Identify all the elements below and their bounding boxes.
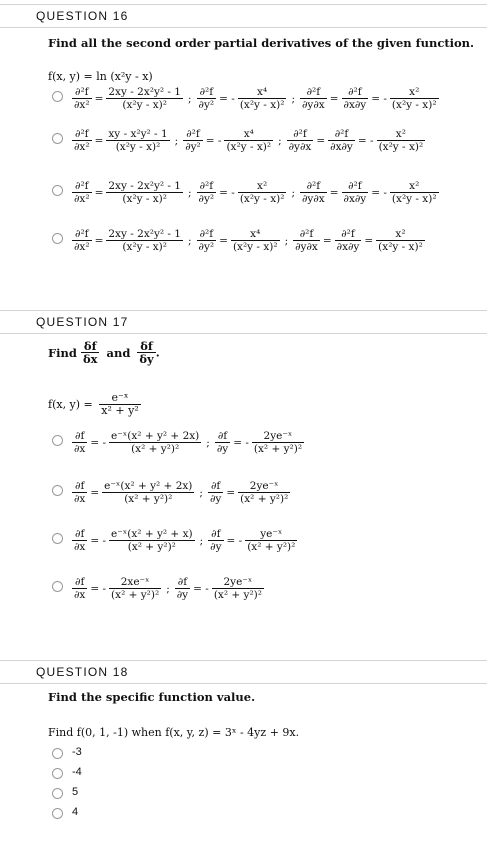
answer-option[interactable] xyxy=(52,576,482,606)
denominator: (x² + y²)² xyxy=(131,443,180,455)
denominator: ∂y xyxy=(216,443,229,455)
equals-sign: = - xyxy=(219,186,235,199)
numerator: ∂²f xyxy=(342,86,369,99)
prompt-find: Find xyxy=(48,345,77,360)
radio-button[interactable] xyxy=(52,133,63,144)
partial-operator xyxy=(293,228,320,253)
equals-sign: = xyxy=(322,234,332,247)
denominator: (x² + y²)² xyxy=(213,589,262,601)
partial-operator xyxy=(197,180,217,205)
partial-x-fraction xyxy=(81,340,100,365)
denominator: (x²y - x)² xyxy=(378,241,423,253)
numerator: ∂²f xyxy=(197,180,217,193)
denominator: ∂y∂x xyxy=(301,99,325,111)
denominator: ∂y xyxy=(176,589,189,601)
partial-operator xyxy=(175,576,190,601)
question-18 xyxy=(0,660,487,818)
separator: ; xyxy=(206,436,210,449)
numerator: ∂f xyxy=(72,480,87,493)
denominator: ∂y² xyxy=(185,141,201,153)
numerator: ye⁻ˣ xyxy=(245,528,297,541)
partial-operator xyxy=(208,528,223,553)
denominator: ∂x∂y xyxy=(343,193,367,205)
result-fraction xyxy=(106,128,169,153)
partial-operator xyxy=(342,86,369,111)
radio-button[interactable] xyxy=(52,485,63,496)
result-fraction xyxy=(390,180,439,205)
denominator: (x²y - x)² xyxy=(122,99,167,111)
answer-option[interactable] xyxy=(52,430,482,460)
denominator: x² + y² xyxy=(101,404,139,417)
numerator: ∂f xyxy=(208,480,223,493)
numerator: ∂²f xyxy=(72,180,92,193)
radio-button[interactable] xyxy=(52,233,63,244)
denominator: ∂x² xyxy=(74,99,90,111)
partial-operator xyxy=(72,528,87,553)
numerator: ∂²f xyxy=(293,228,320,241)
numerator: δf xyxy=(81,340,100,353)
given-function xyxy=(48,392,141,417)
denominator: (x²y - x)² xyxy=(122,193,167,205)
numerator: 2xy - 2x²y² - 1 xyxy=(108,180,181,192)
denominator: ∂y∂x xyxy=(295,241,318,253)
numerator: ∂f xyxy=(208,528,223,541)
question-prompt: Find the specific function value. xyxy=(48,690,256,704)
partial-operator xyxy=(300,86,327,111)
partial-operator xyxy=(287,128,314,153)
separator: ; xyxy=(174,134,179,147)
numerator: ∂f xyxy=(72,430,87,443)
numerator: 2xy - 2x²y² - 1 xyxy=(108,228,181,240)
function-lhs: f(x, y) = xyxy=(48,398,93,411)
numerator: ∂²f xyxy=(335,228,362,241)
numerator: 2ye⁻ˣ xyxy=(238,480,290,493)
answer-option[interactable] xyxy=(52,128,482,158)
denominator: ∂y² xyxy=(198,193,215,205)
option-label: -3 xyxy=(72,746,82,758)
option-label: 4 xyxy=(72,806,79,818)
partial-operator xyxy=(342,180,369,205)
numerator: e⁻ˣ(x² + y² + x) xyxy=(111,528,193,540)
numerator: 2xe⁻ˣ xyxy=(109,576,161,589)
denominator: ∂y xyxy=(209,493,222,505)
equals-sign: = - xyxy=(219,92,235,105)
numerator: ∂f xyxy=(215,430,230,443)
answer-option[interactable] xyxy=(52,480,482,510)
answer-option[interactable] xyxy=(52,180,482,210)
separator: ; xyxy=(166,582,170,595)
denominator: (x²y - x)² xyxy=(391,193,437,205)
problem-statement: Find f(0, 1, -1) when f(x, y, z) = 3ˣ - 4yz + 9x. xyxy=(48,726,300,739)
numerator: ∂²f xyxy=(342,180,369,193)
denominator: δx xyxy=(82,352,98,366)
result-fraction xyxy=(212,576,264,601)
denominator: ∂x xyxy=(74,443,86,455)
numerator: ∂²f xyxy=(300,86,327,99)
numerator: ∂²f xyxy=(183,128,203,141)
numerator: x² xyxy=(377,128,426,141)
denominator: (x² + y²)² xyxy=(124,493,173,505)
denominator: (x² + y²)² xyxy=(111,589,160,601)
partial-operator xyxy=(72,228,92,253)
result-fraction xyxy=(252,430,304,455)
denominator: ∂y∂x xyxy=(288,141,312,153)
answer-option[interactable] xyxy=(52,86,482,116)
numerator: ∂²f xyxy=(197,86,217,99)
equals-sign: = - xyxy=(357,134,374,147)
numerator: x² xyxy=(390,180,439,193)
option-expression xyxy=(72,86,439,111)
numerator: 2xy - 2x²y² - 1 xyxy=(108,86,181,98)
equals-sign: = xyxy=(94,186,104,199)
denominator: (x²y - x)² xyxy=(239,99,285,111)
equals-sign: = xyxy=(329,92,339,105)
equals-sign: = xyxy=(226,486,236,499)
option-label: 5 xyxy=(72,786,79,798)
radio-button[interactable] xyxy=(52,435,63,446)
option-expression xyxy=(72,528,297,553)
numerator: e⁻ˣ(x² + y² + 2x) xyxy=(104,480,193,492)
numerator: ∂f xyxy=(72,576,87,589)
equals-sign: = - xyxy=(371,92,387,105)
denominator: (x²y - x)² xyxy=(122,241,167,253)
result-fraction xyxy=(106,228,183,253)
option-label: -4 xyxy=(72,766,82,778)
denominator: ∂y∂x xyxy=(301,193,325,205)
equals-sign: = xyxy=(329,186,339,199)
option-expression xyxy=(72,576,264,601)
denominator: ∂x∂y xyxy=(330,141,353,153)
option-expression xyxy=(72,128,425,153)
denominator: ∂x² xyxy=(74,141,90,153)
question-prompt: Find all the second order partial derivatives of the given function. xyxy=(48,36,475,50)
option-expression xyxy=(72,180,439,205)
partial-operator xyxy=(328,128,355,153)
question-header: QUESTION 18 xyxy=(0,660,487,684)
partial-operator xyxy=(183,128,203,153)
answer-option[interactable] xyxy=(52,228,482,258)
numerator: x⁴ xyxy=(238,86,287,99)
numerator: x⁴ xyxy=(231,228,280,241)
denominator: ∂x xyxy=(74,493,86,505)
question-header: QUESTION 17 xyxy=(0,310,487,334)
result-fraction xyxy=(224,128,273,153)
partial-operator xyxy=(72,86,92,111)
separator: ; xyxy=(278,134,282,147)
separator: ; xyxy=(188,92,192,105)
partial-operator xyxy=(72,180,92,205)
equals-sign: = - xyxy=(205,134,222,147)
numerator: 2ye⁻ˣ xyxy=(252,430,304,443)
denominator: (x² + y²)² xyxy=(253,443,303,455)
result-fraction xyxy=(106,180,183,205)
prompt-and: and xyxy=(106,345,131,360)
partial-y-fraction xyxy=(137,340,155,365)
option-expression xyxy=(72,430,304,455)
partial-operator xyxy=(335,228,362,253)
result-fraction xyxy=(238,86,287,111)
radio-button[interactable] xyxy=(52,533,63,544)
equals-sign: = xyxy=(94,134,104,147)
separator: ; xyxy=(199,534,204,547)
separator: ; xyxy=(199,486,203,499)
denominator: ∂y² xyxy=(198,241,215,253)
denominator: ∂x xyxy=(74,541,86,553)
denominator: (x² + y²)² xyxy=(240,493,289,505)
partial-operator xyxy=(72,576,87,601)
equals-sign: = xyxy=(219,234,228,247)
denominator: ∂x xyxy=(74,589,86,601)
numerator: ∂f xyxy=(175,576,190,589)
question-16 xyxy=(0,0,487,253)
equals-sign: = xyxy=(316,134,326,147)
denominator: (x²y - x)² xyxy=(226,141,272,153)
radio-button[interactable] xyxy=(52,91,63,102)
equals-sign: = - xyxy=(90,534,107,547)
option-expression xyxy=(72,228,425,253)
equals-sign: = - xyxy=(193,582,209,595)
denominator: (x² + y²)² xyxy=(127,541,176,553)
numerator: x² xyxy=(390,86,439,99)
equals-sign: = xyxy=(90,486,100,499)
numerator: x² xyxy=(238,180,287,193)
radio-button[interactable] xyxy=(52,185,63,196)
radio-button[interactable] xyxy=(52,788,63,799)
result-fraction xyxy=(238,180,287,205)
function-fraction xyxy=(99,392,140,417)
denominator: ∂x² xyxy=(74,193,90,205)
result-fraction xyxy=(245,528,297,553)
result-fraction xyxy=(238,480,290,505)
result-fraction xyxy=(377,128,426,153)
equals-sign: = - xyxy=(371,186,387,199)
denominator: (x²y - x)² xyxy=(239,193,285,205)
separator: ; xyxy=(188,186,192,199)
result-fraction xyxy=(109,528,195,553)
numerator: ∂²f xyxy=(72,86,92,99)
denominator: ∂x∂y xyxy=(343,99,367,111)
separator: ; xyxy=(291,186,295,199)
equals-sign: = xyxy=(94,234,104,247)
radio-button[interactable] xyxy=(52,768,63,779)
denominator: (x²y - x)² xyxy=(115,141,161,153)
partial-operator xyxy=(72,430,87,455)
result-fraction xyxy=(109,430,201,455)
partial-operator xyxy=(72,128,92,153)
numerator: xy - x²y² - 1 xyxy=(108,128,168,140)
numerator: e⁻ˣ(x² + y² + 2x) xyxy=(111,430,200,442)
result-fraction xyxy=(376,228,425,253)
denominator: ∂x² xyxy=(74,241,90,253)
equals-sign: = - xyxy=(90,436,107,449)
numerator: ∂²f xyxy=(72,128,92,141)
result-fraction xyxy=(109,576,161,601)
radio-button[interactable] xyxy=(52,581,63,592)
result-fraction xyxy=(102,480,194,505)
result-fraction xyxy=(231,228,280,253)
numerator: ∂²f xyxy=(300,180,327,193)
denominator: (x²y - x)² xyxy=(391,99,437,111)
question-header: QUESTION 16 xyxy=(0,4,487,28)
partial-operator xyxy=(208,480,223,505)
partial-operator xyxy=(197,228,217,253)
answer-option[interactable] xyxy=(52,528,482,558)
given-function: f(x, y) = ln (x²y - x) xyxy=(48,70,153,83)
numerator: ∂²f xyxy=(287,128,314,141)
result-fraction xyxy=(106,86,183,111)
radio-button[interactable] xyxy=(52,748,63,759)
denominator: ∂x∂y xyxy=(336,241,360,253)
question-prompt: Find $\frac{\delta f}{\delta x}$ and $\frac{\delta f}{\delta y}$ . xyxy=(48,339,160,366)
partial-operator xyxy=(300,180,327,205)
numerator: ∂²f xyxy=(72,228,92,241)
numerator: x⁴ xyxy=(224,128,273,141)
numerator: ∂²f xyxy=(328,128,355,141)
numerator: δf xyxy=(137,340,155,353)
equals-sign: = - xyxy=(90,582,107,595)
denominator: ∂y xyxy=(210,541,222,553)
separator: ; xyxy=(188,234,192,247)
equals-sign: = xyxy=(364,234,374,247)
denominator: (x² + y²)² xyxy=(247,541,296,553)
radio-button[interactable] xyxy=(52,808,63,819)
denominator: ∂y² xyxy=(198,99,215,111)
denominator: δy xyxy=(139,352,154,366)
equals-sign: = - xyxy=(226,534,243,547)
partial-operator xyxy=(72,480,87,505)
numerator: 2ye⁻ˣ xyxy=(212,576,264,589)
denominator: (x²y - x)² xyxy=(232,241,278,253)
equals-sign: = - xyxy=(233,436,249,449)
partial-operator xyxy=(215,430,230,455)
denominator: (x²y - x)² xyxy=(378,141,424,153)
numerator: x² xyxy=(376,228,425,241)
equals-sign: = xyxy=(94,92,104,105)
numerator: ∂²f xyxy=(197,228,217,241)
numerator: e⁻ˣ xyxy=(99,392,140,405)
partial-operator xyxy=(197,86,217,111)
option-expression xyxy=(72,480,290,505)
numerator: ∂f xyxy=(72,528,87,541)
separator: ; xyxy=(291,92,295,105)
separator: ; xyxy=(284,234,289,247)
result-fraction xyxy=(390,86,439,111)
